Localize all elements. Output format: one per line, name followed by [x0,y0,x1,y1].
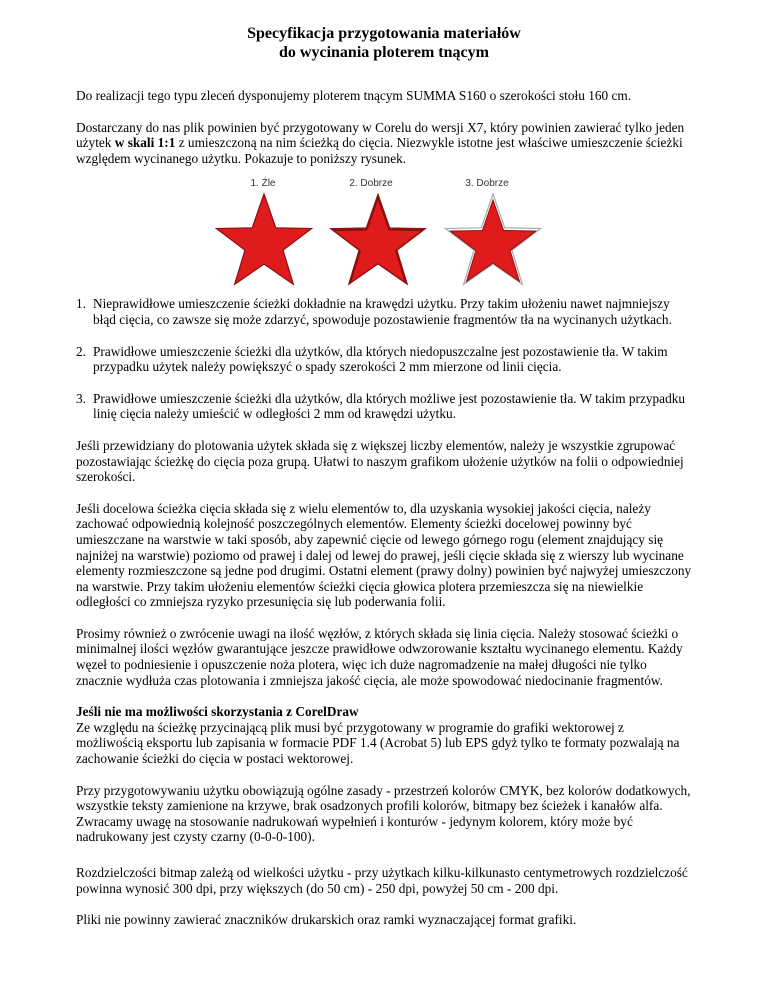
para2-text-b: z umieszczoną na nim ścieżką do cięcia. Niezwykle istotne jest właściwe umieszczenie ścieżki względem wycinanego użytku. Pokazuje to poniższy rysunek. [76,135,683,166]
list-item [76,391,692,422]
stars-illustration [215,190,545,290]
list-item-number: 2. [76,343,86,359]
star-good-bleed [330,194,425,284]
general-rules-paragraph: Przy przygotowywaniu użytku obowiązują ogólne zasady - przestrzeń kolorów CMYK, bez kolorów dodatkowych, wszystkie teksty zamienione na krzywe, brak osadzonych profili kolorów, bitmapy bez ścieżek i kanałów alfa. Zwracamy uwagę na stosowanie nadrukowań wypełnień i konturów - jedynym kolorem, który może być nadrukowany jest czysty czarny (0-0-0-100). [76,782,691,845]
para2-text-a: Dostarczany do nas plik powinien być przygotowany w Corelu do wersji X7, który powinien zawierać tylko jeden użytek [76,119,685,151]
document-title [76,0,692,62]
no-coreldraw-heading: Jeśli nie ma możliwości skorzystania z CorelDraw [76,704,359,720]
numbered-list [76,296,692,422]
list-item-text: Prawidłowe umieszczenie ścieżki dla użytków, dla których niedopuszczalne jest pozostawienie tła. W takim przypadku użytek należy powiększyć o spady szerokości 2 mm mierzone od linii cięcia. [93,343,668,375]
title-line-1: Specyfikacja przygotowania materiałów [247,25,521,42]
printer-marks-paragraph: Pliki nie powinny zawierać znaczników drukarskich oraz ramki wyznaczającej format grafiki. [76,912,577,928]
star-good-offset [445,194,540,284]
star-shape [216,194,311,284]
no-coreldraw-text: Ze względu na ścieżkę przycinającą plik musi być przygotowany w programie do grafiki wektorowej z możliwością eksportu lub zapisania w formacie PDF 1.4 (Acrobat 5) lub EPS gdyż tylko te formaty pozwalają na zachowanie ścieżki do cięcia w postaci wektorowej. [76,719,680,767]
list-item-number: 3. [76,390,86,406]
star-bad [216,194,311,284]
resolution-paragraph: Rozdzielczości bitmap zależą od wielkości użytku - przy użytkach kilku-kilkunasto centymetrowych rozdzielczość powinna wynosić 300 dpi, przy większych (do 50 cm) - 250 dpi, powyżej 50 cm - 200 dpi. [76,865,688,896]
cut-path-figure [215,176,545,286]
file-requirements-paragraph [76,120,692,167]
figure-label-good-offset: 3. Dobrze [465,178,509,190]
list-item [76,296,692,327]
star-shape [450,200,536,281]
figure-labels [215,176,545,190]
list-item-text: Nieprawidłowe umieszczenie ścieżki dokładnie na krawędzi użytku. Przy takim ułożeniu nawet najmniejszy błąd cięcia, co zawsze się może zdarzyć, spowoduje pozostawienie fragmentów tła na wycinanych użytkach. [93,296,672,327]
cut-order-paragraph: Jeśli docelowa ścieżka cięcia składa się z wielu elementów to, dla uzyskania wysokiej jakości cięcia, należy zachować odpowiednią kolejność poszczególnych elementów. Elementy ścieżki docelowej powinny być umieszczane na warstwie w taki sposób, aby zapewnić cięcie od lewego górnego rogu (element znajdujący się najniżej na warstwie) poziomo od prawej i dalej od lewej do prawej, jeśli cięcie składa się z wierszy lub wycinane elementy rozmieszczone są jedne pod drugimi. Ostatni element (prawy dolny) powinien być najwyżej umieszczony na warstwie. Przy takim ułożeniu elementów ścieżki cięcia głowica plotera przemieszcza się na niewielkie odległości co zmniejsza ryzyko przesunięcia się lub poderwania folii. [76,500,692,610]
no-coreldraw-paragraph [76,704,692,766]
title-line-2: do wycinania ploterem tnącym [279,44,489,61]
figure-label-good-bleed: 2. Dobrze [349,178,393,190]
scale-emphasis: w skali 1:1 [114,135,176,151]
intro-paragraph: Do realizacji tego typu zleceń dysponujemy ploterem tnącym SUMMA S160 o szerokości stołu 160 cm. [76,88,632,103]
star-shape [334,199,422,282]
nodes-paragraph: Prosimy również o zwrócenie uwagi na ilość węzłów, z których składa się linia cięcia. Należy stosować ścieżki o minimalnej ilości węzłów gwarantujące jeszcze prawidłowe odwzorowanie kształtu wycinanego elementu. Każdy węzeł to podniesienie i opuszczenie noża plotera, więc ich duże nagromadzenie na małej długości nie tylko znacznie wydłuża czas plotowania i zmniejsza jakość cięcia, ale może spowodować niedocinanie fragmentów. [76,625,683,688]
list-item-number: 1. [76,296,86,312]
grouping-paragraph: Jeśli przewidziany do plotowania użytek składa się z większej liczby elementów, należy je wszystkie zgrupować pozostawiając ścieżkę do cięcia poza grupą. Ułatwi to naszym grafikom ułożenie użytków na folii o odpowiedniej szerokości. [76,437,684,485]
list-item [76,344,692,375]
figure-label-bad: 1. Źle [250,178,276,190]
list-item-text: Prawidłowe umieszczenie ścieżki dla użytków, dla których możliwe jest pozostawienie tła. W takim przypadku linię cięcia należy umieścić w odległości 2 mm od krawędzi użytku. [93,390,686,422]
